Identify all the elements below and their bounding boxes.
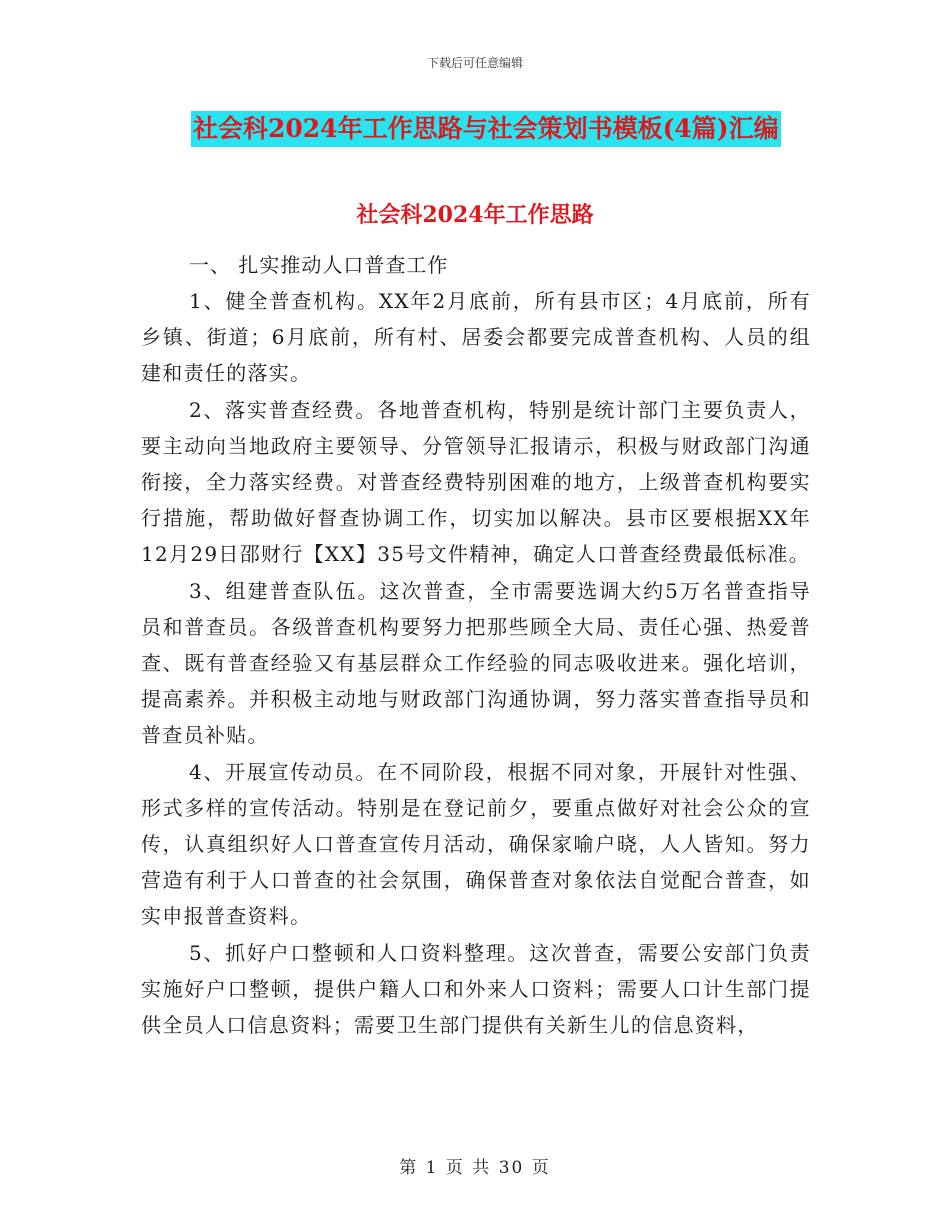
paragraph-2: 2、落实普查经费。各地普查机构，特别是统计部门主要负责人，要主动向当地政府主要领导、分管领导汇报请示，积极与财政部门沟通衔接，全力落实经费。对普查经费特别困难的地方，上级普查机构要实行措施，帮助做好督查协调工作，切实加以解决。县市区要根据XX年12月29日邵财行【XX】35号文件精神，确定人口普查经费最低标准。: [141, 397, 811, 567]
section-heading: 一、 扎实推动人口普查工作: [189, 253, 449, 277]
section-title: 社会科2024年工作思路: [356, 202, 594, 228]
paragraph-3: 3、组建普查队伍。这次普查，全市需要选调大约5万名普查指导员和普查员。各级普查机构要努力把那些顾全大局、责任心强、热爱普查、既有普查经验又有基层群众工作经验的同志吸收进来。强化培训，提高素养。并积极主动地与财政部门沟通协调，努力落实普查指导员和普查员补贴。: [141, 578, 811, 748]
paragraph-5: 5、抓好户口整顿和人口资料整理。这次普查，需要公安部门负责实施好户口整顿，提供户籍人口和外来人口资料；需要人口计生部门提供全员人口信息资料；需要卫生部门提供有关新生儿的信息资料，: [141, 940, 811, 1038]
paragraph-1: 1、健全普查机构。XX年2月底前，所有县市区；4月底前，所有乡镇、街道；6月底前，所有村、居委会都要完成普查机构、人员的组建和责任的落实。: [141, 289, 811, 386]
page-number: 第 1 页 共 30 页: [399, 1158, 551, 1178]
document-title: 社会科2024年工作思路与社会策划书模板(4篇)汇编: [191, 111, 781, 147]
paragraph-4: 4、开展宣传动员。在不同阶段，根据不同对象，开展针对性强、形式多样的宣传活动。特别是在登记前夕，要重点做好对社会公众的宣传，认真组织好人口普查宣传月活动，确保家喻户晓，人人皆知。努力营造有利于人口普查的社会氛围，确保普查对象依法自觉配合普查，如实申报普查资料。: [141, 759, 811, 929]
document-body: [141, 247, 811, 1043]
header-note: 下载后可任意编辑: [426, 56, 523, 70]
